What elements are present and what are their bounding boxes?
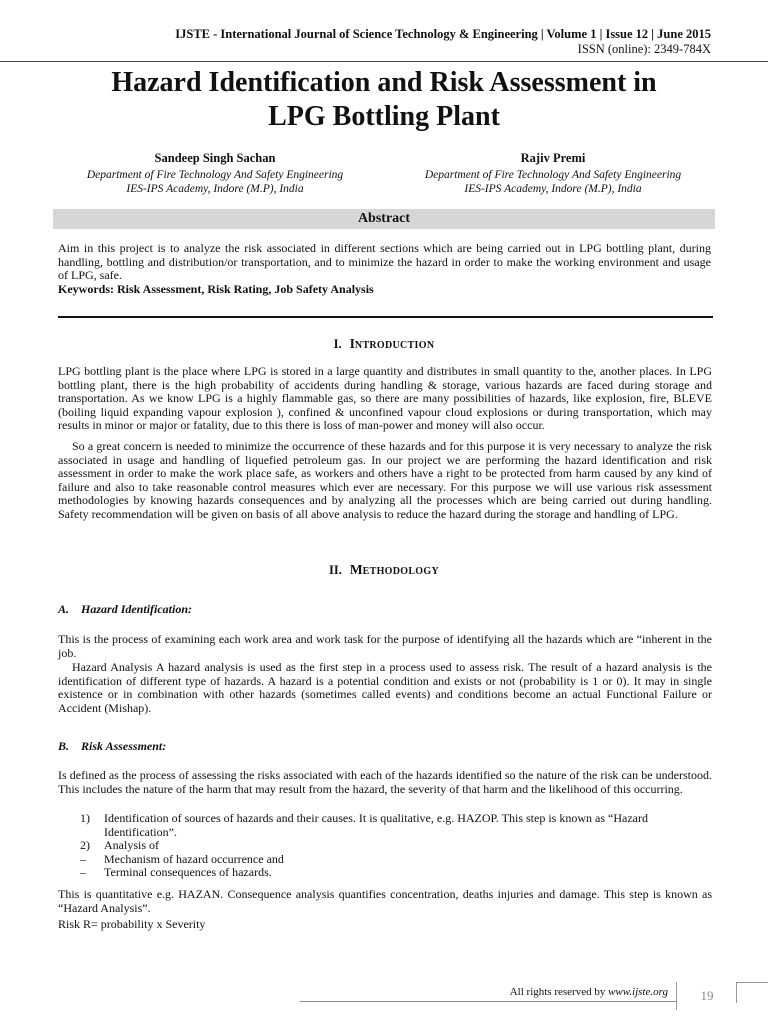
- footer-link[interactable]: www.ijste.org: [608, 986, 668, 998]
- list-marker: 2): [80, 838, 90, 853]
- abstract-heading: Abstract: [53, 209, 715, 229]
- author-affiliation-inst: IES-IPS Academy, Indore (M.P), India: [464, 183, 642, 195]
- section-initial: I: [349, 336, 355, 351]
- journal-line: IJSTE - International Journal of Science Technology & Engineering | Volume 1 | Issue 12 | June 2015: [175, 27, 711, 41]
- subsection-letter: B.: [58, 739, 70, 753]
- subsection-heading-hazard-identification: [58, 602, 192, 617]
- author-affiliation-inst: IES-IPS Academy, Indore (M.P), India: [126, 183, 304, 195]
- page-corner-decoration: [736, 982, 768, 1003]
- list-text: Analysis of: [104, 838, 159, 853]
- footer-prefix: All rights reserved by: [509, 986, 609, 998]
- list-marker: –: [80, 851, 86, 866]
- footer-rule: [300, 1001, 676, 1002]
- author-name: Sandeep Singh Sachan: [154, 151, 276, 165]
- header-rule: [0, 61, 768, 62]
- section-title-rest: NTRODUCTION: [354, 340, 435, 351]
- abstract-body: [58, 242, 711, 296]
- list-text: Mechanism of hazard occurrence and: [104, 851, 284, 866]
- risk-formula: Risk R= probability x Severity: [58, 917, 206, 931]
- hazard-identification-paragraph-1: This is the process of examining each work area and work task for the purpose of identifying all the hazards which are “inherent in the job.: [58, 632, 712, 660]
- section-heading-introduction: [0, 336, 768, 352]
- section-heading-methodology: [0, 562, 768, 578]
- list-text: Terminal consequences of hazards.: [104, 865, 272, 880]
- paper-title: [40, 66, 728, 134]
- authors: [60, 150, 708, 196]
- section-number: I.: [333, 337, 342, 351]
- list-item: [58, 853, 712, 867]
- section-initial: M: [349, 562, 363, 577]
- list-marker: –: [80, 865, 86, 880]
- journal-header: [175, 27, 711, 57]
- list-item: [58, 866, 712, 880]
- subsection-letter: A.: [58, 602, 70, 616]
- abstract-text: Aim in this project is to analyze the risk associated in different sections which are being carried out in LPG bottling plant, during handling, bottling and distribution/or transportation, and to minimize the hazard in order to make the working environment and usage of LPG, safe.: [58, 241, 711, 282]
- intro-paragraph-2: So a great concern is needed to minimize the occurrence of these hazards and for this purpose it is very necessary to analyze the risk associated in usage and handling of liquefied petroleum gas. In our project we are performing the hazard identification and risk assessment in order to make the work place safe, as workers and others have a right to be protected from harm caused by any kind of failure and also to take reasonable control measures which ever are necessary. For this purpose we will use various risk assessment methodologies by knowing hazards consequences and by analyzing all the processes which are being carried out during handling. Safety recommendation will be given on basis of all above analysis to reduce the hazard during the storage and handling of LPG.: [58, 439, 712, 521]
- list-marker: 1): [80, 811, 90, 825]
- list-item: [58, 839, 712, 853]
- section-number: II.: [329, 563, 342, 577]
- subsection-title: Risk Assessment:: [81, 739, 167, 753]
- list-text: Identification of sources of hazards and their causes. It is qualitative, e.g. HAZOP. This step is known as “Hazard Identification”.: [104, 811, 648, 839]
- author-2: [398, 150, 708, 196]
- keywords: Keywords: Risk Assessment, Risk Rating, Job Safety Analysis: [58, 281, 374, 296]
- author-affiliation-dept: Department of Fire Technology And Safety Engineering: [86, 169, 344, 181]
- list-item: [58, 812, 712, 839]
- author-affiliation-dept: Department of Fire Technology And Safety Engineering: [424, 169, 682, 181]
- subsection-heading-risk-assessment: [58, 739, 166, 754]
- risk-assessment-list: [58, 812, 712, 880]
- intro-paragraph-1: LPG bottling plant is the place where LPG is stored in a large quantity and distributes in small quantity to the, another places. In LPG bottling plant, there is the high probability of accidents during handling & storage, various hazards are faced during storage and transportation. As we know LPG is a highly flammable gas, so there are many possibilities of hazards, like explosion, fire, BLEVE (boiling liquid expanding vapour explosion ), confined & unconfined vapour cloud explosions or during transportation, which may results in minor or major or fatality, due to this there is loss of man-power and money will also occur.: [58, 364, 712, 433]
- page-number: 19: [676, 982, 737, 1010]
- risk-assessment-paragraph-1: Is defined as the process of assessing the risks associated with each of the hazards identified so the nature of the risk can be understood. This includes the nature of the harm that may result from the hazard, the severity of that harm and the likelihood of this occurring.: [58, 768, 712, 796]
- footer-copyright: [510, 986, 668, 998]
- abstract-rule: [58, 316, 713, 318]
- risk-assessment-paragraph-2: This is quantitative e.g. HAZAN. Consequence analysis quantifies concentration, deaths injuries and damage. This step is known as “Hazard Analysis”.: [58, 887, 712, 915]
- author-name: Rajiv Premi: [520, 151, 586, 165]
- section-title-rest: ETHODOLOGY: [362, 566, 439, 577]
- subsection-title: Hazard Identification:: [81, 602, 193, 616]
- issn: ISSN (online): 2349-784X: [577, 42, 711, 56]
- title-line-2: LPG Bottling Plant: [268, 101, 500, 132]
- title-line-1: Hazard Identification and Risk Assessment in: [111, 67, 657, 98]
- author-1: [60, 150, 370, 196]
- hazard-identification-paragraph-2: Hazard Analysis A hazard analysis is used as the first step in a process used to assess risk. The result of a hazard analysis is the identification of different type of hazards. A hazard is a potential condition and exists or not (probability is 1 or 0). It may in single existence or in combination with other hazards (sometimes called events) and conditions become an actual Functional Failure or Accident (Mishap).: [58, 660, 712, 715]
